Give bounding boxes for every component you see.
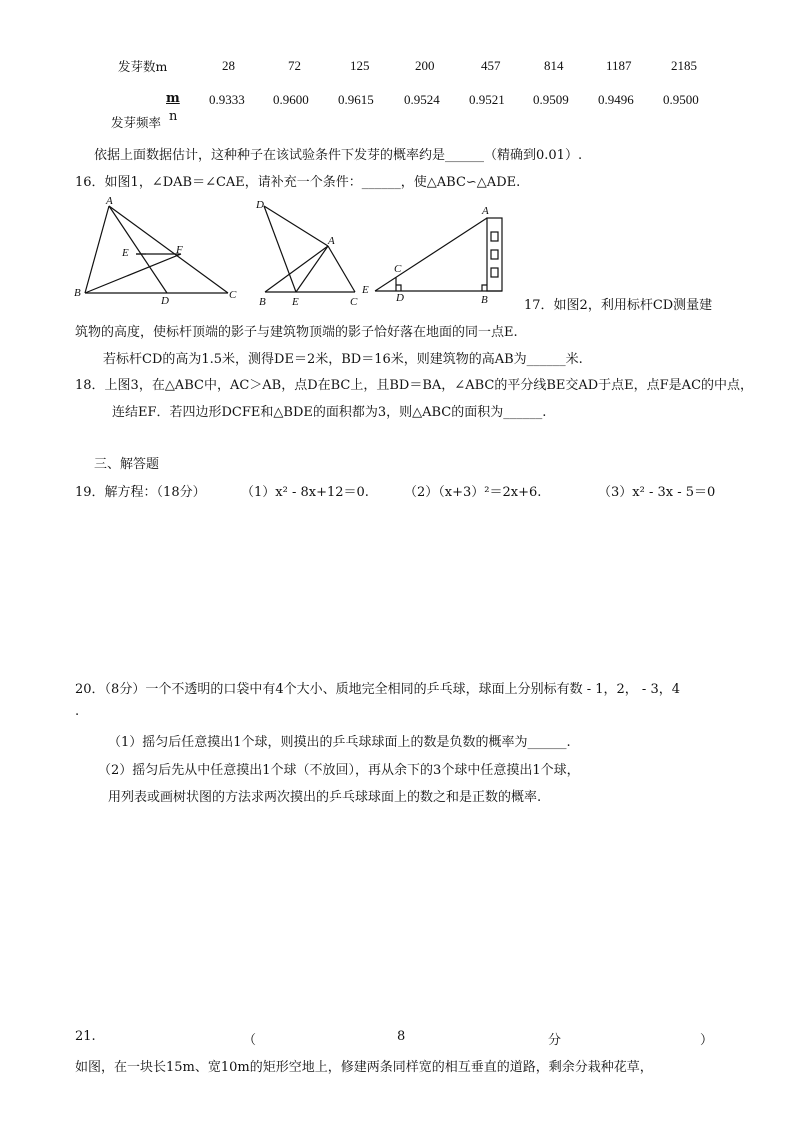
table-cell: 0.9615 bbox=[338, 92, 374, 107]
fig1-label-E: E bbox=[122, 247, 129, 259]
fig2-label-C: C bbox=[350, 296, 358, 308]
q21-unit: 分 bbox=[548, 1033, 562, 1048]
table-cell: 0.9333 bbox=[209, 92, 245, 107]
q20-line1: 20．（8分）一个不透明的口袋中有4个大小、质地完全相同的乒乓球，球面上分别标有数 - 1，2， - 3，4 bbox=[75, 682, 680, 697]
fig3-label-E: E bbox=[362, 284, 369, 296]
q19-head: 19．解方程：（18分） bbox=[75, 485, 206, 500]
table-cell: 28 bbox=[222, 58, 235, 73]
q16-text: 16．如图1，∠DAB＝∠CAE，请补充一个条件：______，使△ABC∽△ADE. bbox=[75, 175, 521, 190]
row-label-germ-count: 发芽数m bbox=[118, 59, 168, 74]
fig1-label-B: B bbox=[74, 287, 81, 299]
q21-text: 如图，在一块长15m、宽10m的矩形空地上，修建两条同样宽的相互垂直的道路，剩余分栽种花草， bbox=[75, 1060, 653, 1075]
q21-score: 8 bbox=[397, 1029, 406, 1044]
fig3-label-B: B bbox=[481, 294, 488, 306]
table-cell: 0.9509 bbox=[533, 92, 569, 107]
fraction-denominator: n bbox=[169, 109, 178, 124]
q19-part1: （1）x² - 8x+12＝0. bbox=[241, 485, 369, 500]
fig1-label-C: C bbox=[229, 289, 237, 301]
table-cell: 72 bbox=[288, 58, 301, 73]
fig2-label-A: A bbox=[328, 235, 335, 247]
q21-number: 21. bbox=[75, 1029, 96, 1044]
table-cell: 457 bbox=[481, 58, 501, 73]
q19-part2: （2）（x+3）²＝2x+6. bbox=[404, 485, 542, 500]
table-cell: 0.9521 bbox=[469, 92, 505, 107]
table-cell: 0.9500 bbox=[663, 92, 699, 107]
fig1-label-F: F bbox=[176, 244, 183, 256]
q20-part1: （1）摇匀后任意摸出1个球，则摸出的乒乓球球面上的数是负数的概率为______. bbox=[108, 735, 571, 750]
table-cell: 0.9600 bbox=[273, 92, 309, 107]
q20-line1-period: . bbox=[75, 704, 80, 719]
q15-conclusion: 依据上面数据估计，这种种子在该试验条件下发芽的概率约是______（精确到0.01）. bbox=[94, 148, 583, 163]
table-cell: 2185 bbox=[671, 58, 697, 73]
fig2-label-D: D bbox=[256, 199, 264, 211]
figure-1 bbox=[70, 193, 245, 305]
figure-3 bbox=[360, 200, 520, 306]
table-cell: 125 bbox=[350, 58, 370, 73]
section-title: 三、解答题 bbox=[94, 457, 160, 472]
q17-line2: 筑物的高度，使标杆顶端的影子与建筑物顶端的影子恰好落在地面的同一点E. bbox=[75, 325, 518, 340]
table-cell: 0.9524 bbox=[404, 92, 440, 107]
fig1-label-A: A bbox=[106, 195, 113, 207]
q19-part3: （3）x² - 3x - 5＝0 bbox=[598, 485, 716, 500]
q18-line1: 18．上图3，在△ABC中，AC＞AB，点D在BC上，且BD＝BA，∠ABC的平分线BE交AD于点E，点F是AC的中点， bbox=[75, 378, 754, 393]
table-cell: 200 bbox=[415, 58, 435, 73]
row-label-germ-rate: 发芽频率 bbox=[111, 115, 162, 130]
fig1-label-D: D bbox=[161, 295, 169, 305]
table-cell: 0.9496 bbox=[598, 92, 634, 107]
fig3-label-C: C bbox=[394, 263, 402, 275]
q20-part2: （2）摇匀后先从中任意摸出1个球（不放回），再从余下的3个球中任意摸出1个球， bbox=[98, 763, 580, 778]
table-cell: 814 bbox=[544, 58, 564, 73]
fig2-label-E: E bbox=[292, 296, 299, 308]
q17-line1: 17．如图2，利用标杆CD测量建 bbox=[524, 298, 713, 313]
fig3-label-A: A bbox=[482, 205, 489, 217]
q21-lparen: （ bbox=[243, 1033, 257, 1048]
fig2-label-B: B bbox=[259, 296, 266, 308]
fig3-label-D: D bbox=[396, 292, 404, 304]
q18-line2: 连结EF．若四边形DCFE和△BDE的面积都为3，则△ABC的面积为______. bbox=[112, 405, 547, 420]
q20-part2-cont: 用列表或画树状图的方法求两次摸出的乒乓球球面上的数之和是正数的概率. bbox=[108, 790, 542, 805]
table-cell: 1187 bbox=[606, 58, 632, 73]
q21-rparen: ） bbox=[700, 1033, 714, 1048]
figure-2 bbox=[252, 196, 364, 308]
fraction-numerator: m bbox=[166, 91, 180, 106]
q17-line3: 若标杆CD的高为1.5米，测得DE＝2米，BD＝16米，则建筑物的高AB为______米. bbox=[103, 352, 583, 367]
